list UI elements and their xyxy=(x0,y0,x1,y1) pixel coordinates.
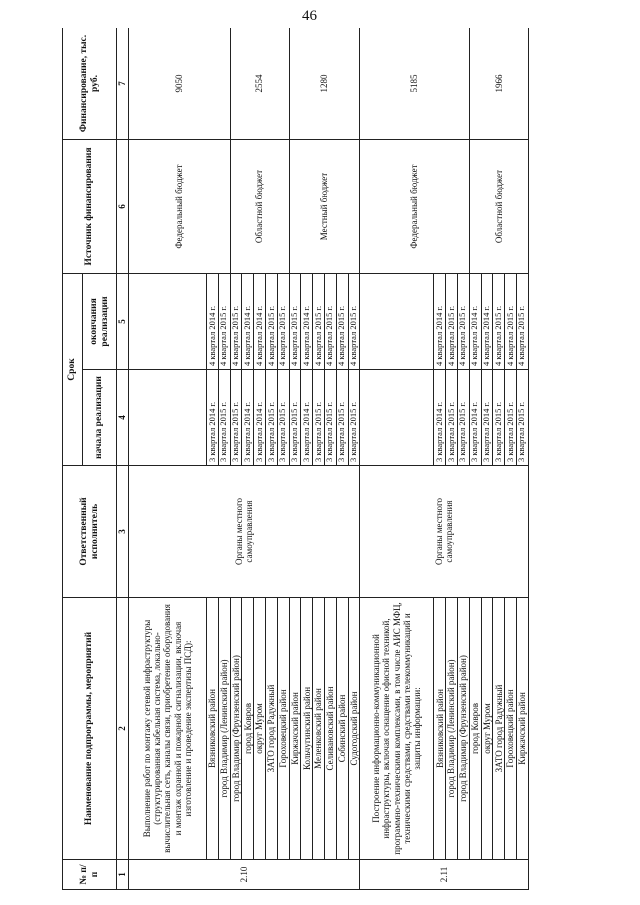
header-source: Источник финансирования xyxy=(63,140,117,274)
item-name: Судогодский район xyxy=(348,598,360,860)
row-number: 2.11 xyxy=(360,860,528,890)
item-end: 4 квартал 2014 г. xyxy=(469,274,481,370)
measure-title: Построение информационно-коммуникационной инфраструктуры, включая оснащение офисной техникой, программно-техническими комплексами, в том числе АИС МФЦ, техническими средствами, средствами телекоммуникаций и защиты информации: xyxy=(360,598,434,860)
item-name: город Ковров xyxy=(242,598,254,860)
item-end: 4 квартал 2015 г. xyxy=(336,274,348,370)
funding-amount: 9050 xyxy=(129,28,231,140)
item-start: 3 квартал 2014 г. xyxy=(207,370,219,466)
item-start: 3 квартал 2015 г. xyxy=(446,370,458,466)
item-end: 4 квартал 2015 г. xyxy=(265,274,277,370)
item-start: 3 квартал 2015 г. xyxy=(505,370,517,466)
funding-source: Местный бюджет xyxy=(289,140,360,274)
item-end: 4 квартал 2015 г. xyxy=(516,274,528,370)
item-end: 4 квартал 2015 г. xyxy=(218,274,230,370)
item-start: 3 квартал 2014 г. xyxy=(434,370,446,466)
funding-amount: 1966 xyxy=(469,28,528,140)
table-header xyxy=(63,28,129,890)
table-row xyxy=(289,28,301,890)
item-name: город Владимир (Фрунзенский район) xyxy=(230,598,242,860)
funding-source: Областной бюджет xyxy=(230,140,289,274)
column-number: 1 xyxy=(117,860,129,890)
item-name: Вязниковский район xyxy=(434,598,446,860)
item-start: 3 квартал 2014 г. xyxy=(254,370,266,466)
funding-amount: 2554 xyxy=(230,28,289,140)
item-start: 3 квартал 2015 г. xyxy=(493,370,505,466)
table-row xyxy=(129,28,207,890)
item-end: 4 квартал 2015 г. xyxy=(348,274,360,370)
funding-source: Областной бюджет xyxy=(469,140,528,274)
responsible-executor: Органы местного самоуправления xyxy=(129,466,360,598)
item-start: 3 квартал 2015 г. xyxy=(516,370,528,466)
item-end: 4 квартал 2014 г. xyxy=(207,274,219,370)
item-end: 4 квартал 2015 г. xyxy=(446,274,458,370)
item-name: город Владимир (Фрунзенский район) xyxy=(457,598,469,860)
item-name: Гороховецкий район xyxy=(277,598,289,860)
item-start: 3 квартал 2014 г. xyxy=(481,370,493,466)
column-number: 6 xyxy=(117,140,129,274)
item-start: 3 квартал 2015 г. xyxy=(265,370,277,466)
empty-cell xyxy=(129,370,207,466)
item-name: округ Муром xyxy=(254,598,266,860)
header-start: начала реализации xyxy=(83,370,117,466)
header-term: Срок xyxy=(63,274,83,466)
header-financing: Финансирование, тыс. руб. xyxy=(63,28,117,140)
item-end: 4 квартал 2015 г. xyxy=(457,274,469,370)
empty-cell xyxy=(129,274,207,370)
item-start: 3 квартал 2015 г. xyxy=(457,370,469,466)
funding-amount: 1280 xyxy=(289,28,360,140)
table-container xyxy=(62,28,627,890)
header-name: Наименование подпрограммы, мероприятий xyxy=(63,598,117,860)
funding-amount: 5185 xyxy=(360,28,469,140)
program-measures-table xyxy=(62,28,529,890)
item-end: 4 квартал 2014 г. xyxy=(434,274,446,370)
header-number: № п/п xyxy=(63,860,117,890)
item-end: 4 квартал 2014 г. xyxy=(481,274,493,370)
item-end: 4 квартал 2014 г. xyxy=(254,274,266,370)
item-start: 3 квартал 2015 г. xyxy=(277,370,289,466)
column-number: 7 xyxy=(117,28,129,140)
item-start: 3 квартал 2015 г. xyxy=(336,370,348,466)
measure-title: Выполнение работ по монтажу сетевой инфраструктуры (структурированная кабельная система, локально-вычислительная сеть, каналы связи, приобретение оборудования и монтаж охранной и пожарной сигнализации, включая изготовление и проведение экспертизы ПСД): xyxy=(129,598,207,860)
item-name: Меленковский район xyxy=(313,598,325,860)
item-start: 3 квартал 2015 г. xyxy=(348,370,360,466)
item-start: 3 квартал 2015 г. xyxy=(324,370,336,466)
item-name: Киржачский район xyxy=(289,598,301,860)
header-executor: Ответственный исполнитель xyxy=(63,466,117,598)
item-name: Селивановский район xyxy=(324,598,336,860)
item-start: 3 квартал 2015 г. xyxy=(289,370,301,466)
table-row xyxy=(230,28,242,890)
item-name: округ Муром xyxy=(481,598,493,860)
item-name: Кольчугинский район xyxy=(301,598,313,860)
responsible-executor: Органы местного самоуправления xyxy=(360,466,528,598)
item-end: 4 квартал 2014 г. xyxy=(301,274,313,370)
item-name: Собинский район xyxy=(336,598,348,860)
column-number: 5 xyxy=(117,274,129,370)
item-name: город Владимир (Ленинский район) xyxy=(218,598,230,860)
item-name: Гороховецкий район xyxy=(505,598,517,860)
item-end: 4 квартал 2015 г. xyxy=(277,274,289,370)
funding-source: Федеральный бюджет xyxy=(129,140,231,274)
funding-source: Федеральный бюджет xyxy=(360,140,469,274)
item-name: город Ковров xyxy=(469,598,481,860)
table-row xyxy=(469,28,481,890)
empty-cell xyxy=(360,274,434,370)
item-name: Вязниковский район xyxy=(207,598,219,860)
column-number: 4 xyxy=(117,370,129,466)
row-number: 2.10 xyxy=(129,860,360,890)
table-row xyxy=(360,28,434,890)
item-start: 3 квартал 2015 г. xyxy=(230,370,242,466)
page-number: 46 xyxy=(302,8,317,24)
item-end: 4 квартал 2015 г. xyxy=(230,274,242,370)
item-end: 4 квартал 2015 г. xyxy=(505,274,517,370)
item-end: 4 квартал 2015 г. xyxy=(493,274,505,370)
column-number: 3 xyxy=(117,466,129,598)
item-name: ЗАТО город Радужный xyxy=(493,598,505,860)
item-end: 4 квартал 2015 г. xyxy=(324,274,336,370)
item-start: 3 квартал 2015 г. xyxy=(218,370,230,466)
item-end: 4 квартал 2015 г. xyxy=(289,274,301,370)
item-name: город Владимир (Ленинский район) xyxy=(446,598,458,860)
item-start: 3 квартал 2014 г. xyxy=(301,370,313,466)
item-name: ЗАТО город Радужный xyxy=(265,598,277,860)
item-start: 3 квартал 2015 г. xyxy=(313,370,325,466)
rotated-table-area xyxy=(62,28,627,890)
empty-cell xyxy=(360,370,434,466)
table-body xyxy=(129,28,529,890)
item-start: 3 квартал 2014 г. xyxy=(242,370,254,466)
header-end: окончания реализации xyxy=(83,274,117,370)
column-number: 2 xyxy=(117,598,129,860)
item-end: 4 квартал 2014 г. xyxy=(242,274,254,370)
item-name: Киржачский район xyxy=(516,598,528,860)
item-end: 4 квартал 2015 г. xyxy=(313,274,325,370)
item-start: 3 квартал 2014 г. xyxy=(469,370,481,466)
